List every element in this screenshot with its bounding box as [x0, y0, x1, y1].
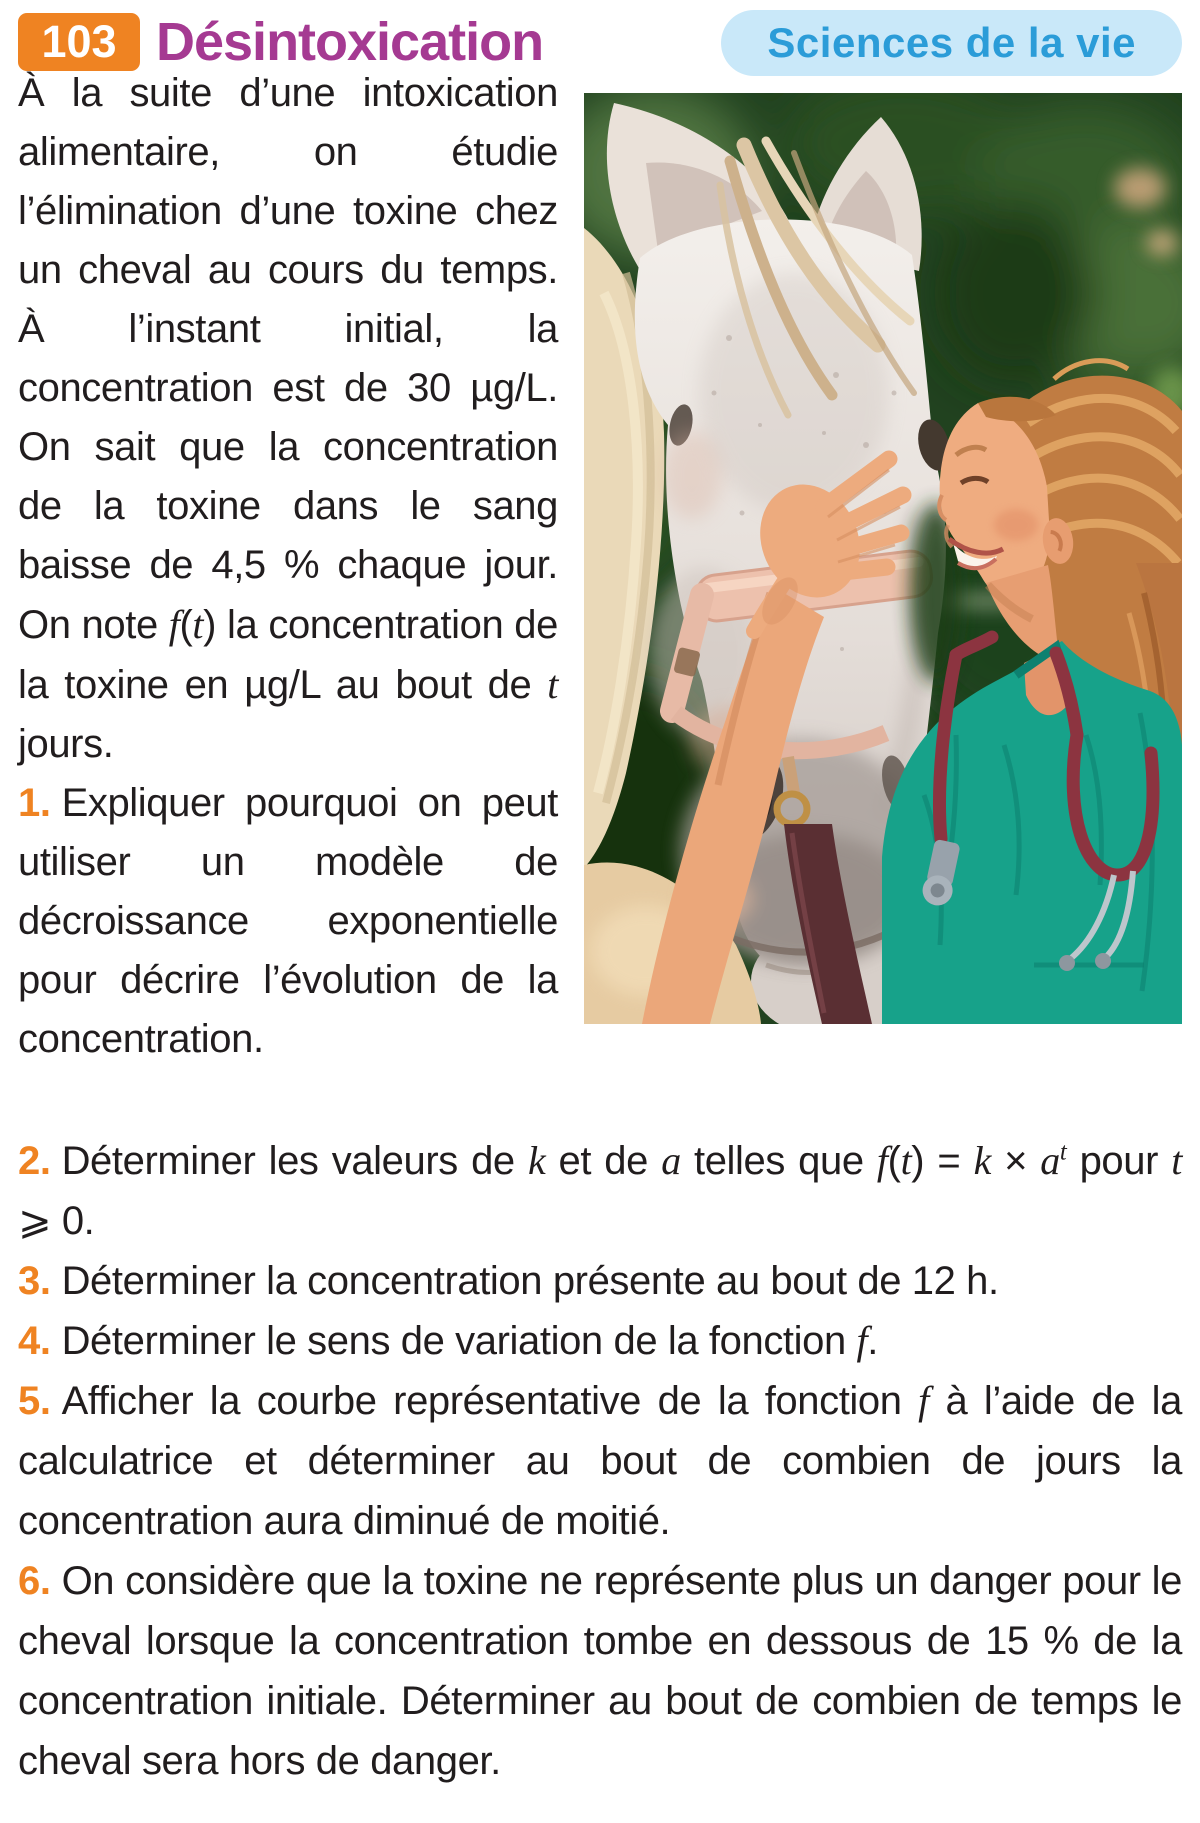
question-number: 4. — [18, 1319, 51, 1363]
question-number: 6. — [18, 1559, 51, 1603]
exercise-body — [18, 64, 1182, 1791]
intro-paragraph: À la suite d’une intoxication alimentaire, on étudie l’élimination d’une toxine chez un cheval au cours du temps. À l’instant initial, la concentration est de 30 µg/L. On sait que la concentration de la toxine dans le sang baisse de 4,5 % chaque jour. On note f(t) la concentration de la toxine en µg/L au bout de t jours. — [18, 71, 558, 766]
question-number: 5. — [18, 1379, 51, 1423]
question — [18, 1131, 1182, 1251]
question — [18, 1551, 1182, 1791]
photo-frame — [584, 93, 1182, 1024]
question — [18, 1251, 1182, 1311]
question-text: Afficher la courbe représentative de la fonction f à l’aide de la calculatrice et déterminer au bout de combien de jours la concentration aura diminué de moitié. — [18, 1378, 1182, 1543]
question-number: 1. — [18, 781, 51, 825]
exercise-number-badge: 103 — [18, 13, 140, 71]
exercise-title: Désintoxication — [156, 12, 544, 72]
questions-bottom — [18, 1119, 1182, 1791]
question-text: Expliquer pourquoi on peut utiliser un modèle de décroissance exponentielle pour décrire l’évolution de la concentration. — [18, 781, 558, 1061]
question-number: 2. — [18, 1139, 51, 1183]
question-text: Déterminer le sens de variation de la fonction f. — [61, 1318, 878, 1363]
question-text: Déterminer les valeurs de k et de a telles que $f(t) = k \times a^t$ pour t ⩾ 0. — [18, 1138, 1182, 1243]
category-badge: Sciences de la vie — [721, 10, 1182, 76]
question — [18, 1311, 1182, 1371]
question-text: On considère que la toxine ne représente plus un danger pour le cheval lorsque la concentration tombe en dessous de 15 % de la concentration initiale. Déterminer au bout de combien de temps le cheval sera hors de danger. — [18, 1559, 1182, 1783]
horse-vet-photo — [584, 93, 1182, 1024]
question-number: 3. — [18, 1259, 51, 1303]
question-text: Déterminer la concentration présente au bout de 12 h. — [61, 1259, 999, 1303]
question — [18, 1371, 1182, 1551]
